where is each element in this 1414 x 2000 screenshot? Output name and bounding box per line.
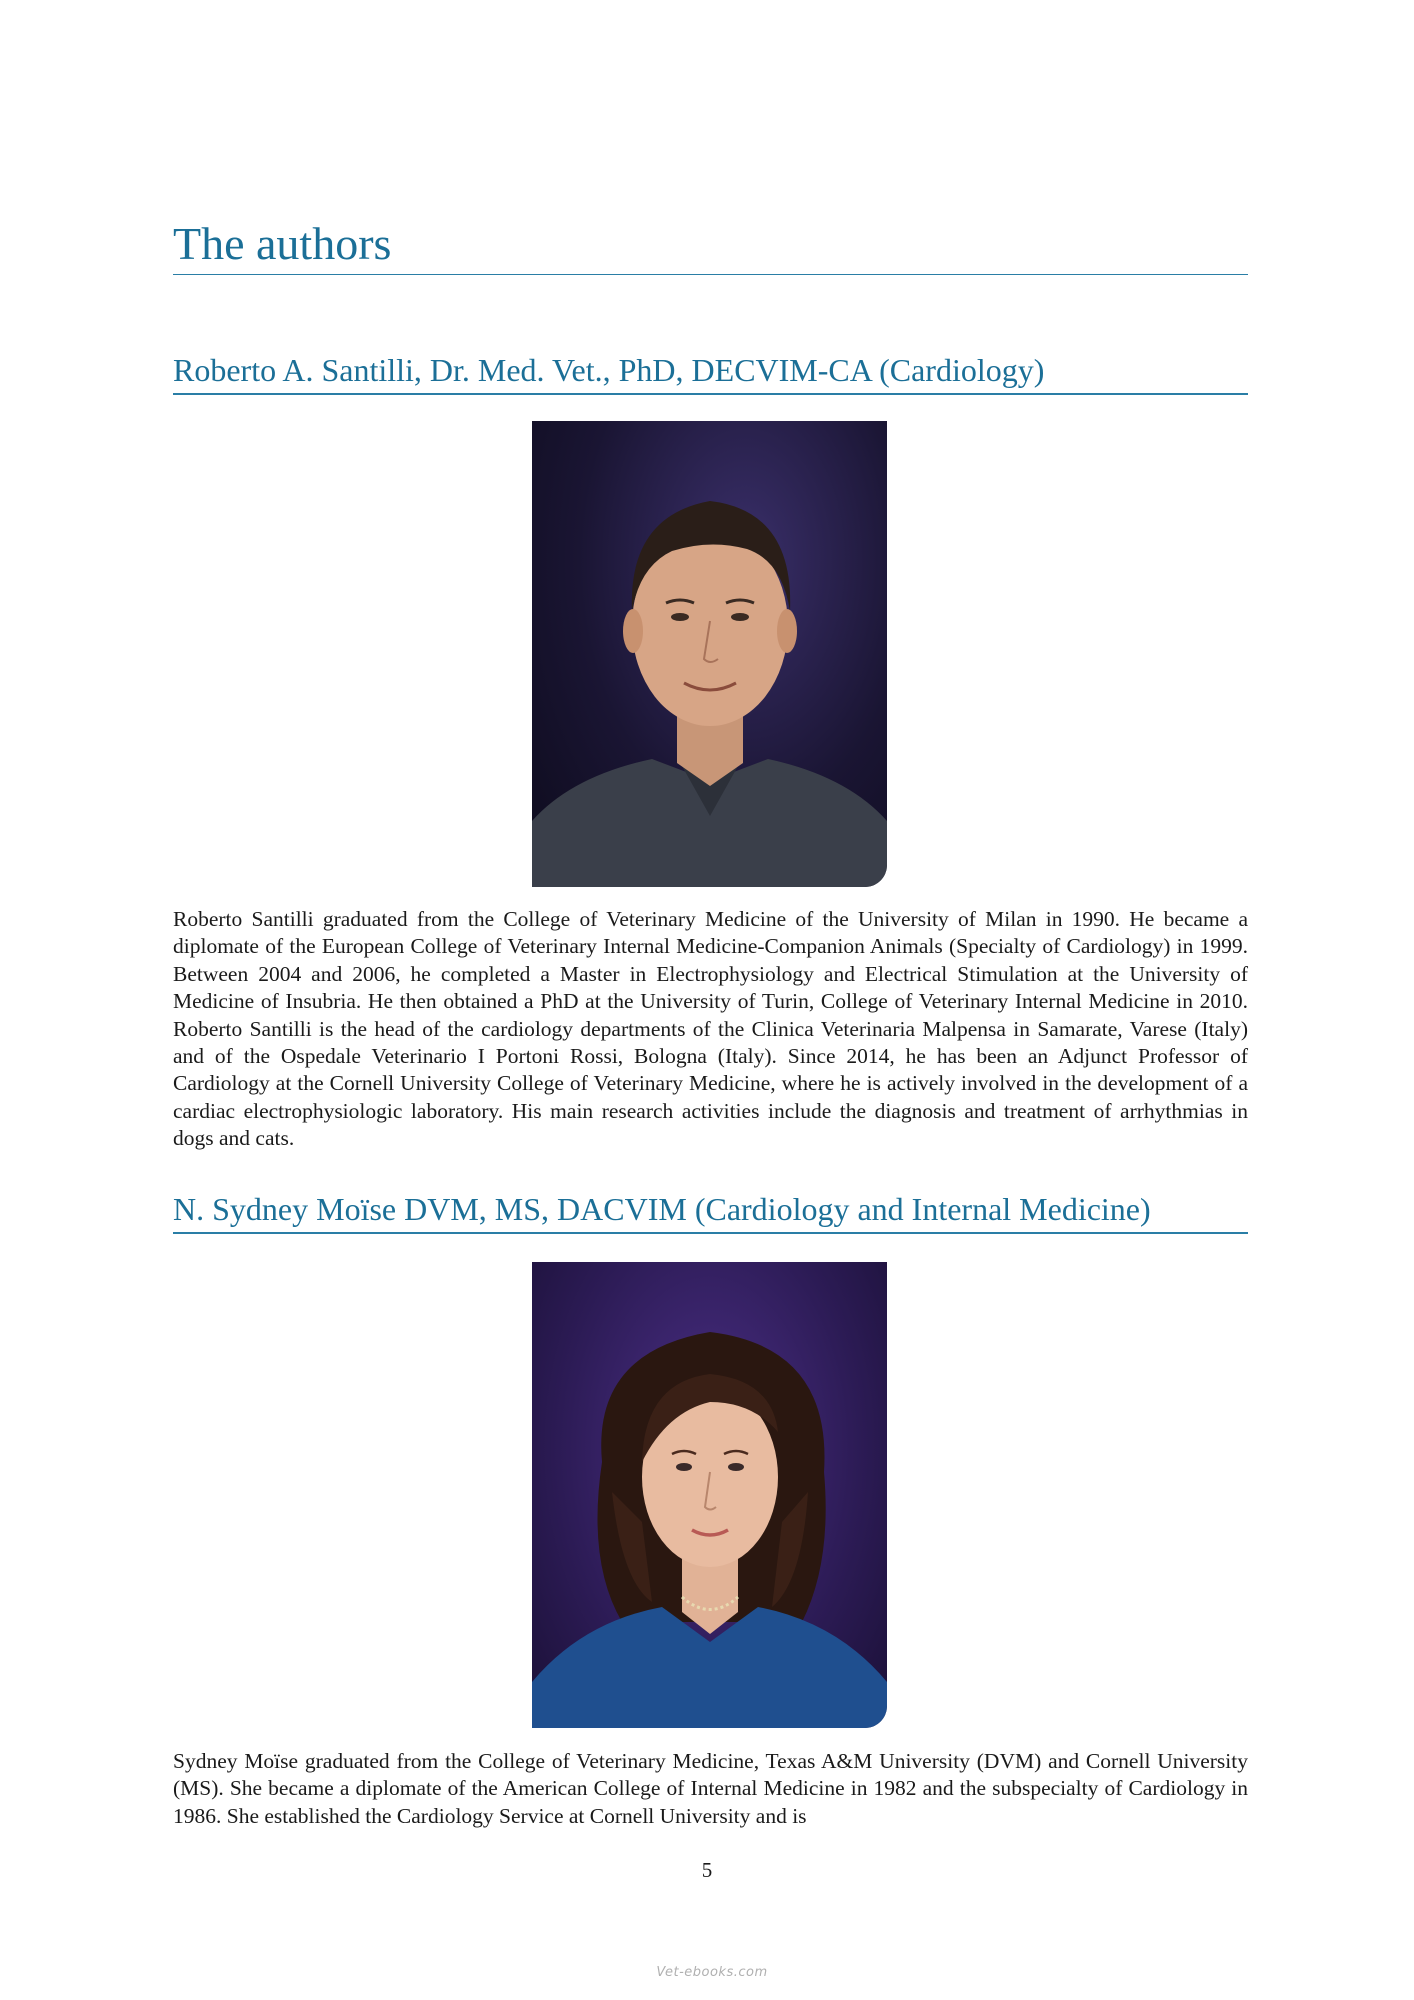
author-bio-santilli: Roberto Santilli graduated from the College of Veterinary Medicine of the University of Milan in 1990. He became a diplomate of the European College of Veterinary Internal Medicine-Companion Animals (Specialty of Cardiology) in 1999. Between 2004 and 2006, he completed a Master in Electrophysiology and Electrical Stimulation at the University of Medicine of Insubria. He then obtained a PhD at the University of Turin, College of Veterinary Internal Medicine in 2010. Roberto Santilli is the head of the cardiology departments of the Clinica Veterinaria Malpensa in Samarate, Varese (Italy) and of the Ospedale Veterinario I Portoni Rossi, Bologna (Italy). Since 2014, he has been an Adjunct Professor of Cardiology at the Cornell University College of Veterinary Medicine, where he is actively involved in the development of a cardiac electrophysiologic laboratory. His main research activities include the diagnosis and treatment of arrhythmias in dogs and cats.: [173, 907, 1248, 1151]
author-heading-santilli: Roberto A. Santilli, Dr. Med. Vet., PhD, DECVIM-CA (Cardiology): [173, 348, 1248, 395]
watermark-logo: Vet-ebooks.com: [656, 1965, 768, 1980]
page-title: The authors: [173, 216, 1248, 275]
author-photo-santilli: [532, 421, 887, 887]
author-bio-moise: Sydney Moïse graduated from the College of Veterinary Medicine, Texas A&M University (DVM) and Cornell University (MS). She became a diplomate of the American College of Internal Medicine in 1982 and the subspecialty of Cardiology in 1986. She established the Cardiology Service at Cornell University and is: [173, 1749, 1248, 1828]
author-photo-moise: [532, 1262, 887, 1728]
portrait-illustration: [532, 1262, 887, 1728]
author-heading-moise: N. Sydney Moïse DVM, MS, DACVIM (Cardiology and Internal Medicine): [173, 1187, 1248, 1234]
page-number: 5: [701, 1858, 713, 1882]
portrait-illustration: [532, 421, 887, 887]
